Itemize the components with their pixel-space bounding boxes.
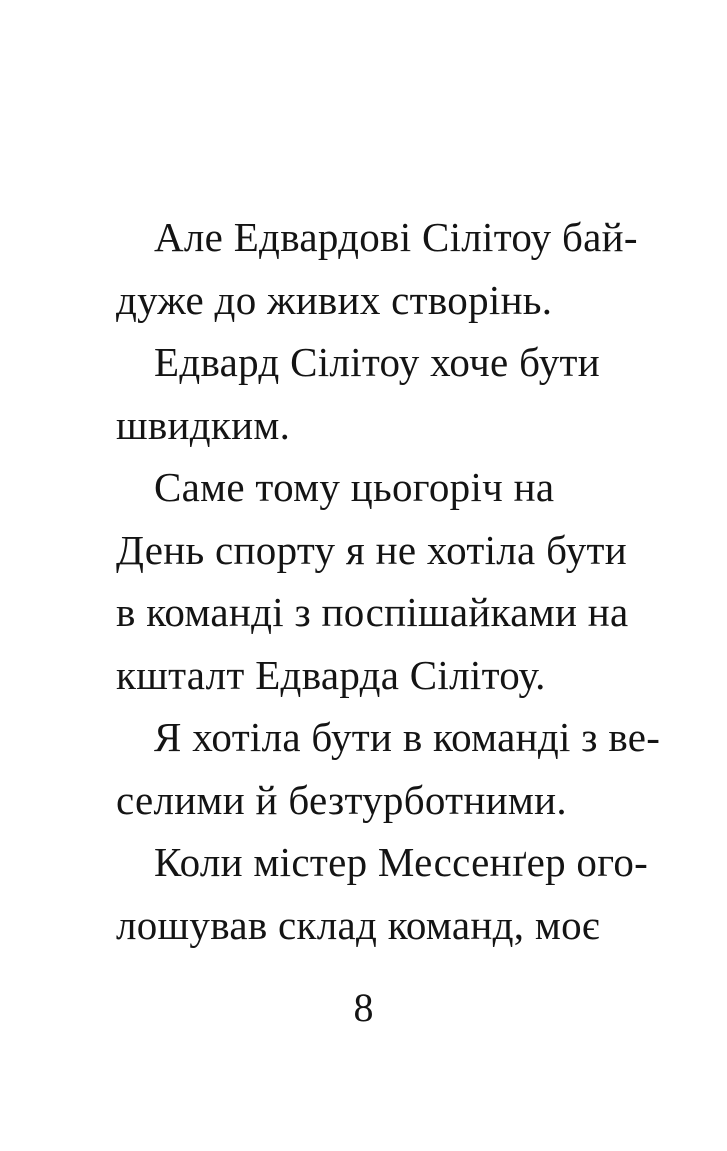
text-line: в команді з поспішайками на xyxy=(116,589,629,635)
text-line: швидким. xyxy=(116,401,291,448)
text-line: селими й безтурботними. xyxy=(116,776,567,823)
page-text xyxy=(116,206,661,956)
text-line: Я хотіла бути в команді з ве- xyxy=(154,714,661,760)
text-line: Коли містер Мессенґер ого- xyxy=(154,839,649,885)
text-line: Але Едвардові Сілітоу бай- xyxy=(154,214,638,260)
text-line: Едвард Сілітоу хоче бути xyxy=(154,339,600,385)
text-line: Саме тому цьогоріч на xyxy=(154,464,555,510)
text-line: кшталт Едварда Сілітоу. xyxy=(116,651,546,698)
page-number: 8 xyxy=(353,985,374,1030)
text-line: дуже до живих створінь. xyxy=(116,276,553,323)
text-line: лошував склад команд, моє xyxy=(116,901,600,948)
text-line: День спорту я не хотіла бути xyxy=(116,526,627,573)
